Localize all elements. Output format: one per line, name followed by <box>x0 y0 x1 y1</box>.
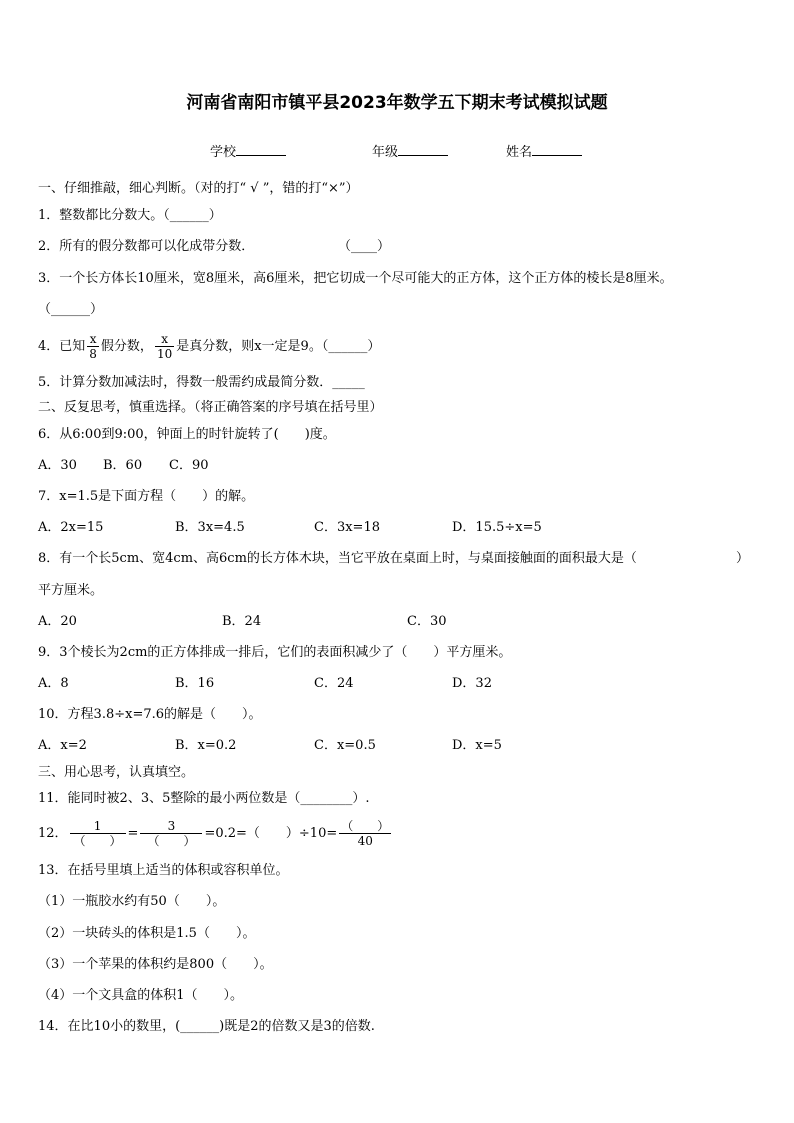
question-13-1: （1）一瓶胶水约有50（ ）。 <box>38 894 226 909</box>
question-12-middle: =0.2=（ ）÷10= <box>204 826 338 841</box>
fraction-denominator: （ ） <box>73 834 122 848</box>
fraction-x-over-8 <box>87 332 99 361</box>
q7-option-a: A．2x=15 <box>38 520 104 535</box>
question-13-2: （2）一块砖头的体积是1.5（ ）。 <box>38 926 256 941</box>
q10-option-d: D．x=5 <box>452 738 502 753</box>
q8-option-a: A．20 <box>38 614 77 629</box>
question-1: 1．整数都比分数大。（______） <box>38 208 222 223</box>
name-field <box>506 141 582 160</box>
fraction-numerator: （ ） <box>341 819 390 833</box>
section-2-heading: 二、反复思考，慎重选择。（将正确答案的序号填在括号里） <box>38 400 383 415</box>
q7-option-b: B．3x=4.5 <box>175 520 245 535</box>
fraction-numerator: 1 <box>70 819 126 834</box>
question-11: 11．能同时被2、3、5整除的最小两位数是（________）. <box>38 791 370 806</box>
q6-option-c: C．90 <box>169 458 209 473</box>
grade-label: 年级 <box>372 145 399 160</box>
q8-option-c: C．30 <box>407 614 447 629</box>
grade-field <box>372 141 448 160</box>
q7-option-d: D．15.5÷x=5 <box>452 520 542 535</box>
fraction-numerator: x <box>155 332 174 347</box>
q7-option-c: C．3x=18 <box>314 520 380 535</box>
fraction-3-over-blank <box>140 819 202 848</box>
question-4-text-c: 是真分数，则x一定是9。（______） <box>176 339 381 354</box>
q9-option-d: D．32 <box>452 676 492 691</box>
question-3-blank: （______） <box>38 302 104 317</box>
question-4-text-b: 假分数， <box>100 339 153 354</box>
question-13-4: （4）一个文具盒的体积1（ ）。 <box>38 988 244 1003</box>
q10-option-a: A．x=2 <box>38 738 87 753</box>
section-1-heading: 一、仔细推敲，细心判断。（对的打“ √ ”，错的打“×”） <box>38 181 359 196</box>
school-label: 学校 <box>210 145 237 160</box>
q9-option-c: C．24 <box>314 676 354 691</box>
question-12 <box>38 816 393 852</box>
equals-sign: = <box>127 826 139 841</box>
question-14: 14．在比10小的数里，(______)既是2的倍数又是3的倍数. <box>38 1019 375 1034</box>
school-field <box>210 141 286 160</box>
question-2-blank: （____） <box>338 239 391 254</box>
name-label: 姓名 <box>506 145 533 160</box>
q9-option-a: A．8 <box>38 676 69 691</box>
question-13: 13．在括号里填上适当的体积或容积单位。 <box>38 863 289 878</box>
question-7: 7．x=1.5是下面方程（ ）的解。 <box>38 489 255 504</box>
fraction-numerator: 3 <box>140 819 202 834</box>
question-3: 3．一个长方体长10厘米，宽8厘米，高6厘米，把它切成一个尽可能大的正方体，这个正方体的棱长是8厘米。 <box>38 271 673 286</box>
question-13-3: （3）一个苹果的体积约是800（ ）。 <box>38 957 273 972</box>
q6-option-a: A．30 <box>38 458 77 473</box>
question-9: 9．3个棱长为2cm的正方体排成一排后，它们的表面积减少了（ ）平方厘米。 <box>38 645 512 660</box>
question-4-text-a: 4．已知 <box>38 339 86 354</box>
question-12-label: 12． <box>38 826 68 841</box>
q8-option-b: B．24 <box>222 614 262 629</box>
fraction-x-over-10 <box>155 332 174 361</box>
fraction-denominator: 8 <box>89 347 97 361</box>
q10-option-b: B．x=0.2 <box>175 738 237 753</box>
fraction-numerator: x <box>87 332 99 347</box>
question-5: 5．计算分数加减法时，得数一般需约成最简分数．_____ <box>38 375 365 390</box>
question-8-unit: 平方厘米。 <box>38 583 104 598</box>
grade-blank <box>398 143 448 156</box>
name-blank <box>532 143 582 156</box>
fraction-1-over-blank <box>70 819 126 848</box>
fraction-denominator: 40 <box>357 834 373 848</box>
q9-option-b: B．16 <box>175 676 215 691</box>
fraction-denominator: 10 <box>156 347 173 361</box>
question-2: 2．所有的假分数都可以化成带分数． <box>38 239 255 254</box>
question-10: 10．方程3.8÷x=7.6的解是（ ）。 <box>38 707 262 722</box>
fraction-denominator: （ ） <box>147 834 196 848</box>
q6-option-b: B．60 <box>103 458 143 473</box>
school-blank <box>236 143 286 156</box>
page-title: 河南省南阳市镇平县2023年数学五下期末考试模拟试题 <box>186 93 608 113</box>
question-6: 6．从6:00到9:00，钟面上的时针旋转了( )度。 <box>38 427 336 442</box>
question-8-close-paren: ） <box>736 551 750 566</box>
q10-option-c: C．x=0.5 <box>314 738 376 753</box>
question-4 <box>38 330 380 364</box>
section-3-heading: 三、用心思考，认真填空。 <box>38 765 195 780</box>
question-8: 8．有一个长5cm、宽4cm、高6cm的长方体木块，当它平放在桌面上时，与桌面接触面的面积最大是（ <box>38 551 637 566</box>
fraction-blank-over-40 <box>339 819 391 848</box>
